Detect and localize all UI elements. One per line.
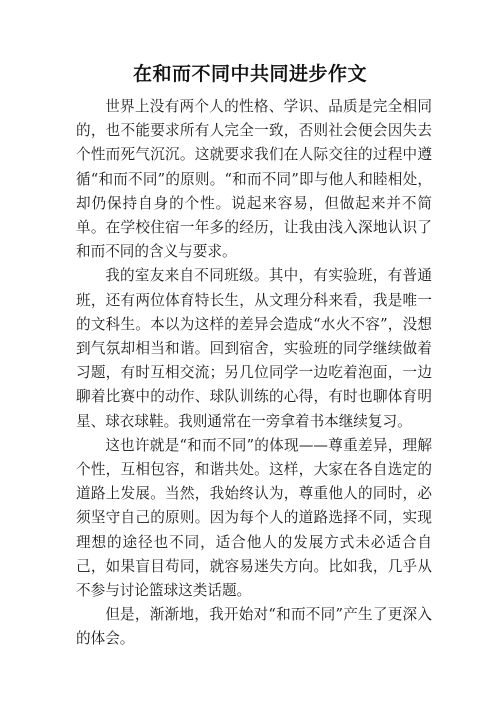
essay-body <box>76 95 432 652</box>
essay-title: 在和而不同中共同进步作文 <box>132 63 367 85</box>
paragraph: 我的室友来自不同班级。其中，有实验班，有普通班，还有两位体育特长生，从文理分科来看，我是唯一的文科生。本以为这样的差异会造成“水火不容”，没想到气氛却相当和谐。回到宿舍，实验班的同学继续做着习题，有时互相交流；另几位同学一边吃着泡面，一边聊着比赛中的动作、球队训练的心得，有时也聊体育明星、球衣球鞋。我则通常在一旁拿着书本继续复习。 <box>76 267 432 430</box>
paragraph: 世界上没有两个人的性格、学识、品质是完全相同的，也不能要求所有人完全一致，否则社会便会因失去个性而死气沉沉。这就要求我们在人际交往的过程中遵循“和而不同”的原则。“和而不同”即与他人和睦相处，却仍保持自身的个性。说起来容易，但做起来并不简单。在学校住宿一年多的经历，让我由浅入深地认识了和而不同的含义与要求。 <box>76 98 432 261</box>
paragraph: 但是，渐渐地，我开始对“和而不同”产生了更深入的体会。 <box>76 606 432 648</box>
paragraph: 这也许就是“和而不同”的体现——尊重差异，理解个性，互相包容，和谐共处。这样，大家在各自选定的道路上发展。当然，我始终认为，尊重他人的同时，必须坚守自己的原则。因为每个人的道路选择不同，实现理想的途径也不同，适合他人的发展方式未必适合自己，如果盲目苟同，就容易迷失方向。比如我，几乎从不参与讨论篮球这类话题。 <box>76 436 432 600</box>
